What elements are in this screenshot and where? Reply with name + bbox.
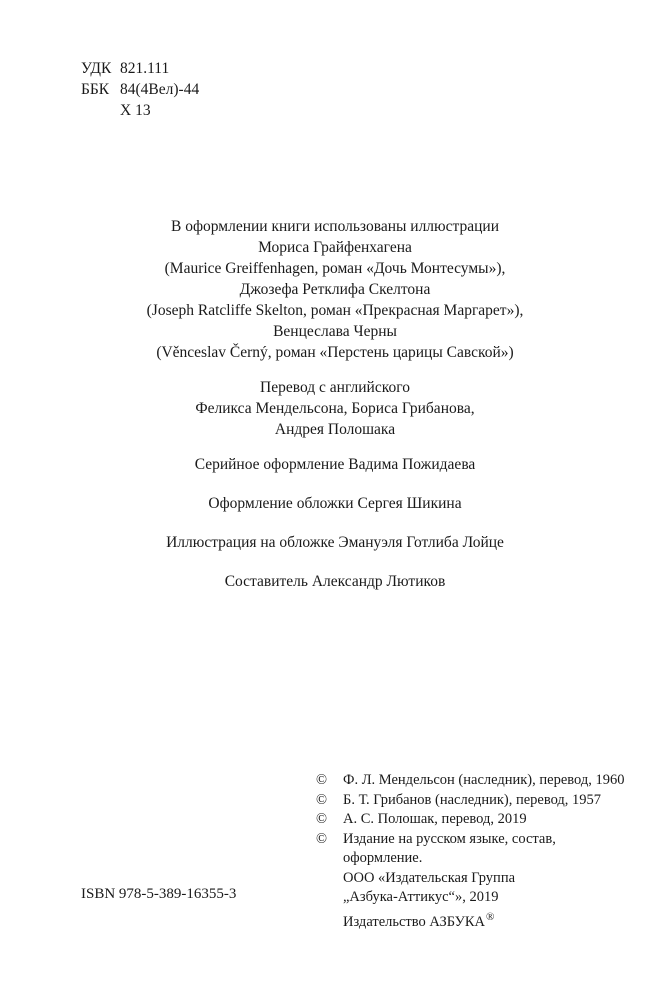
udk-line	[81, 58, 199, 79]
credits-block	[110, 216, 560, 610]
bbk-line	[81, 79, 199, 100]
copyright-item	[316, 810, 646, 830]
series-design-credit: Серийное оформление Вадима Пожидаева	[194, 456, 476, 473]
author-sign: Х 13	[120, 102, 151, 119]
copyright-item	[316, 791, 646, 811]
copyright-item	[316, 771, 646, 791]
illustrations-credit	[110, 216, 560, 363]
cover-design-credit: Оформление обложки Сергея Шикина	[208, 495, 462, 512]
bbk-value: 84(4Вел)-44	[120, 81, 200, 98]
illustrations-line: (Maurice Greiffenhagen, роман «Дочь Монтесумы»),	[164, 260, 506, 277]
publisher-line	[316, 908, 646, 933]
copyright-text: Б. Т. Грибанов (наследник), перевод, 1957	[343, 791, 602, 808]
copyright-item	[316, 830, 646, 850]
translation-credit	[110, 377, 560, 440]
illustrations-line: В оформлении книги использованы иллюстрации	[171, 218, 499, 235]
illustrations-line: (Věnceslav Černý, роман «Перстень царицы Савской»)	[156, 344, 514, 361]
illustrations-line: (Joseph Ratcliffe Skelton, роман «Прекрасная Маргарет»),	[146, 302, 524, 319]
copyright-icon: ©	[316, 811, 328, 827]
translation-line: Перевод с английского	[260, 379, 410, 396]
compiler-credit: Составитель Александр Лютиков	[224, 573, 446, 590]
copyright-text: А. С. Полошак, перевод, 2019	[343, 811, 527, 827]
copyright-notices	[316, 771, 646, 932]
publisher-name: Издательство АЗБУКА	[343, 913, 485, 930]
isbn: ISBN 978-5-389-16355-3	[81, 886, 237, 902]
copyright-continuation: „Азбука-Аттикус“», 2019	[343, 889, 499, 905]
cover-illustration-credit: Иллюстрация на обложке Эмануэля Готлиба Лойце	[166, 534, 504, 551]
copyright-icon: ©	[316, 772, 328, 788]
translation-line: Феликса Мендельсона, Бориса Грибанова,	[195, 400, 475, 417]
copyright-text: Издание на русском языке, состав,	[343, 830, 556, 847]
translation-line: Андрея Полошака	[274, 421, 396, 438]
copyright-continuation: ООО «Издательская Группа	[343, 869, 516, 886]
classification-codes	[81, 58, 199, 121]
bbk-label: ББК	[81, 81, 110, 98]
copyright-text: Ф. Л. Мендельсон (наследник), перевод, 1960	[343, 772, 625, 788]
illustrations-line: Джозефа Ретклифа Скелтона	[239, 281, 431, 298]
udk-value: 821.111	[120, 60, 170, 77]
illustrations-line: Мориса Грайфенхагена	[258, 239, 412, 256]
copyright-icon: ©	[316, 830, 328, 847]
udk-label: УДК	[81, 60, 112, 77]
copyright-continuation: оформление.	[343, 850, 423, 866]
copyright-icon: ©	[316, 791, 328, 808]
registered-mark-icon: ®	[486, 910, 495, 923]
illustrations-line: Венцеслава Черны	[273, 323, 397, 340]
